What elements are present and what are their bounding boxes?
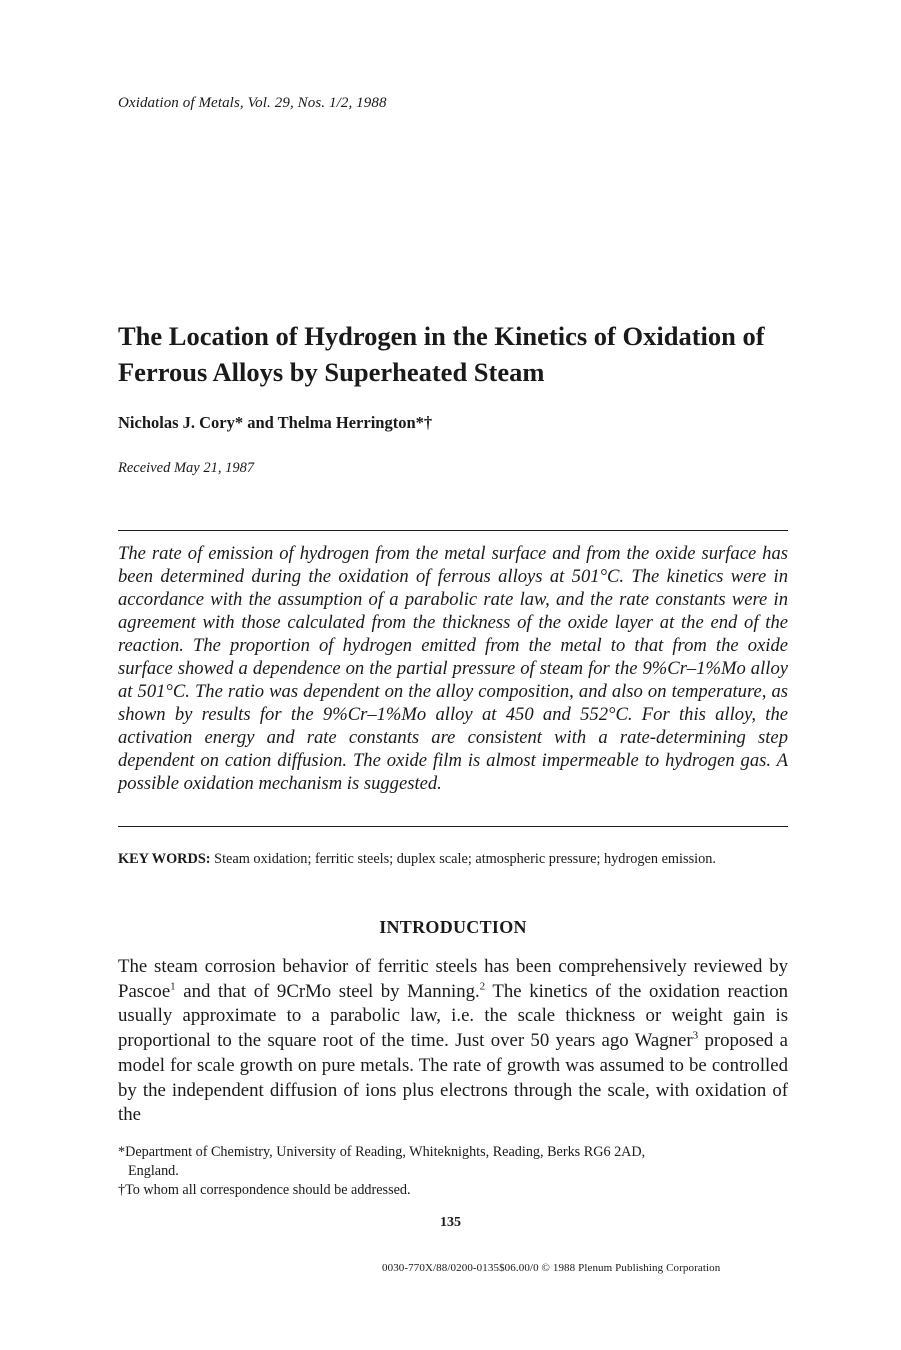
page-number: 135 — [440, 1215, 461, 1230]
footnote-correspondence: †To whom all correspondence should be addressed. — [118, 1182, 411, 1198]
intro-text-4: proposed a model for scale growth on pure metals. The rate of growth was assumed to be controlled by the independent diffusion of ions plus electrons through the scale, with oxidation of the — [118, 1030, 788, 1126]
author-list: Nicholas J. Cory* and Thelma Herrington*† — [118, 413, 433, 432]
abstract-top-rule — [118, 530, 788, 531]
citation-ref-3: 3 — [692, 1029, 699, 1042]
citation-ref-2: 2 — [479, 980, 486, 993]
intro-text-1: The steam corrosion behavior of ferritic steels has been comprehensively reviewed by Pascoe — [118, 956, 788, 1002]
abstract-bottom-rule — [118, 826, 788, 827]
copyright-line: 0030-770X/88/0200-0135$06.00/0 © 1988 Plenum Publishing Corporation — [382, 1262, 721, 1274]
footnote-affiliation-continued: England. — [128, 1163, 179, 1179]
keywords-text: Steam oxidation; ferritic steels; duplex scale; atmospheric pressure; hydrogen emission. — [214, 851, 716, 867]
footnotes — [118, 1143, 790, 1200]
introduction-paragraph — [118, 955, 788, 1128]
article-title: The Location of Hydrogen in the Kinetics of Oxidation of Ferrous Alloys by Superheated Steam — [118, 321, 765, 387]
received-date: Received May 21, 1987 — [118, 460, 255, 476]
section-heading-introduction: INTRODUCTION — [379, 917, 527, 937]
citation-ref-1: 1 — [170, 980, 176, 993]
keywords-label: KEY WORDS: — [118, 851, 211, 867]
keywords — [118, 850, 788, 869]
intro-text-3: The kinetics of the oxidation reaction usually approximate to a parabolic law, i.e. the scale thickness or weight gain is proportional to the square root of the time. Just over 50 years ago Wagner — [118, 980, 788, 1052]
intro-text-2: and that of 9CrMo steel by Manning. — [175, 980, 480, 1002]
abstract: The rate of emission of hydrogen from the metal surface and from the oxide surface has been determined during the oxidation of ferrous alloys at 501°C. The kinetics were in accordance with the assumption of a parabolic rate law, and the rate constants were in agreement with those calculated from the thickness of the oxide layer at the end of the reaction. The proportion of hydrogen emitted from the metal to that from the oxide surface showed a dependence on the partial pressure of steam for the 9%Cr–1%Mo alloy at 501°C. The ratio was dependent on the alloy composition, and also on temperature, as shown by results for the 9%Cr–1%Mo alloy at 450 and 552°C. For this alloy, the activation energy and rate constants are consistent with a rate-determining step dependent on cation diffusion. The oxide film is almost impermeable to hydrogen gas. A possible oxidation mechanism is suggested. — [118, 543, 788, 794]
journal-reference: Oxidation of Metals, Vol. 29, Nos. 1/2, 1988 — [118, 95, 387, 111]
footnote-affiliation: *Department of Chemistry, University of Reading, Whiteknights, Reading, Berks RG6 2AD, — [118, 1144, 646, 1160]
